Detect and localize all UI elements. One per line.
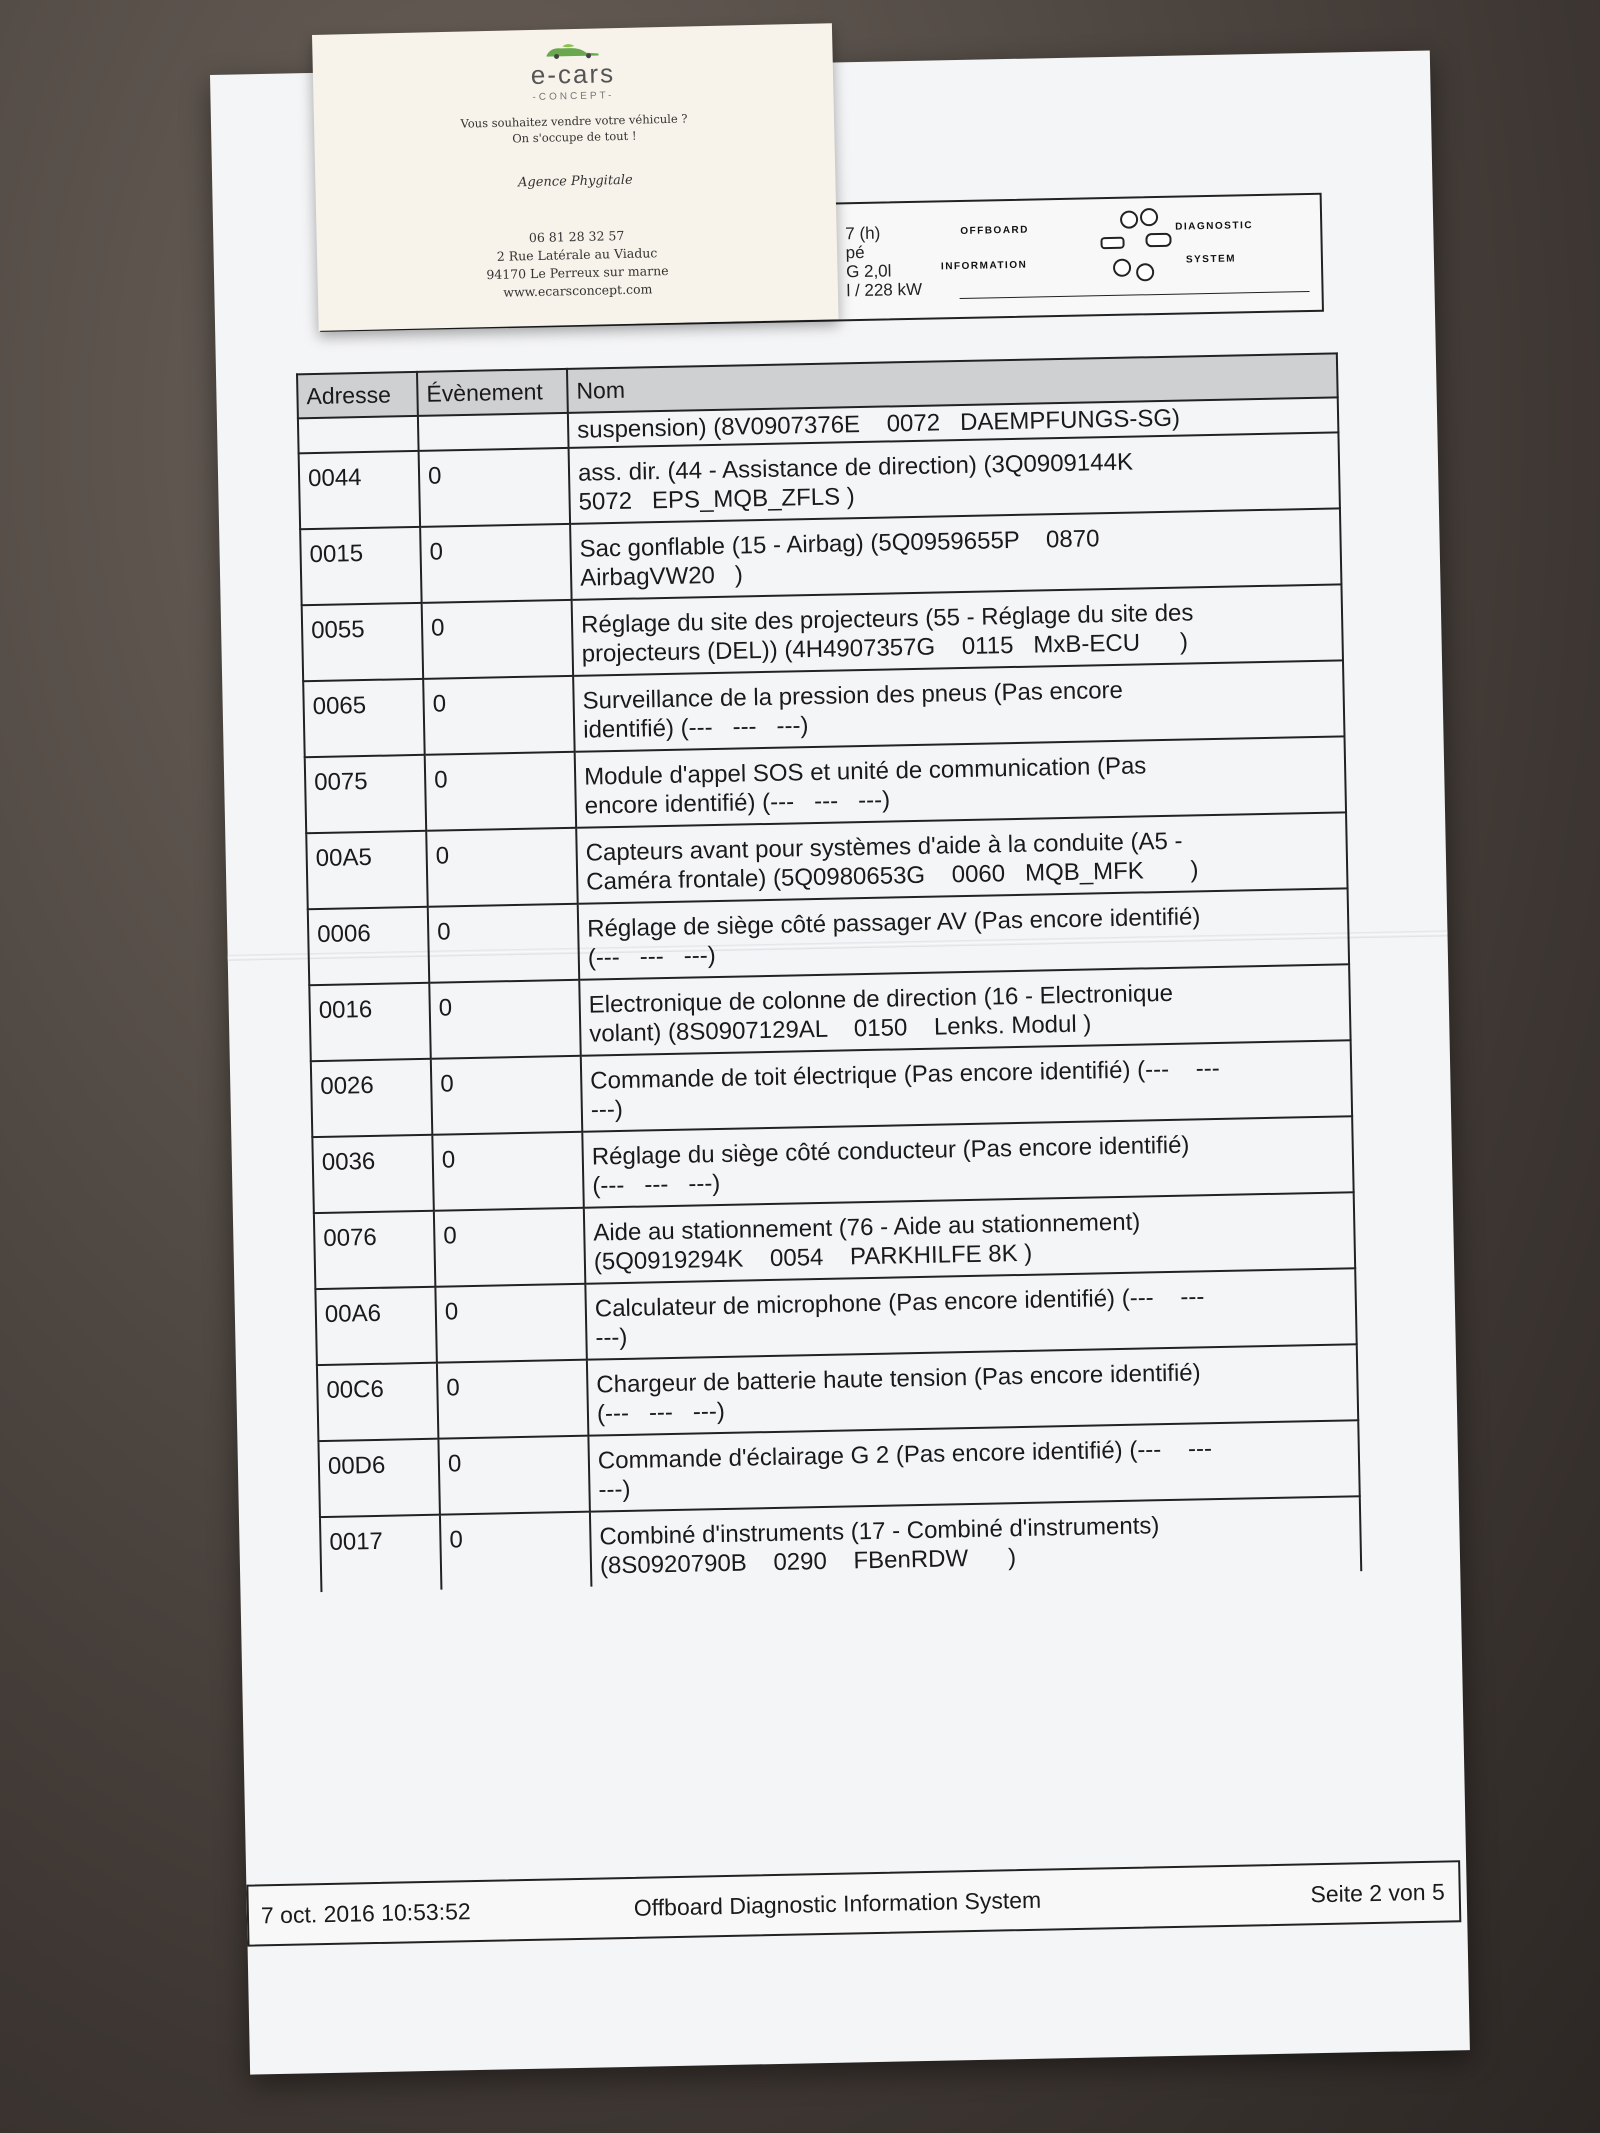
event-cell: 0 [420,524,571,603]
name-cell: Surveillance de la pression des pneus (Pas encore identifié) (--- --- ---) [573,660,1344,751]
event-cell: 0 [437,1360,588,1439]
address-cell: 0075 [305,755,427,833]
event-cell: 0 [435,1284,586,1363]
address-cell: 0015 [300,527,422,605]
odis-word: DIAGNOSTIC [1175,220,1254,233]
name-cell: Réglage du site des projecteurs (55 - Réglage du site des projecteurs (DEL)) (4H4907357G 0115 MxB-ECU ) [572,584,1343,675]
odis-word: OFFBOARD [960,224,1030,237]
address-cell: 00C6 [317,1363,439,1441]
address-cell: 00A5 [306,831,428,909]
footer-system-name: Offboard Diagnostic Information System [633,1886,1042,1921]
vehicle-info [845,223,922,301]
name-cell: Electronique de colonne de direction (16 - Electronique volant) (8S0907129AL 0150 Lenks. Modul ) [579,964,1350,1055]
event-cell: 0 [425,752,576,831]
column-header-event: Évènement [417,369,568,416]
event-cell: 0 [419,448,570,527]
column-header-address: Adresse [297,372,418,418]
name-cell: Chargeur de batterie haute tension (Pas encore identifié) (--- --- ---) [587,1344,1358,1435]
event-cell: 0 [422,600,573,679]
diagnostic-report-page [210,51,1470,2075]
address-cell: 0055 [302,603,424,681]
event-cell: 0 [423,676,574,755]
business-card [312,23,839,331]
name-cell: Commande d'éclairage G 2 (Pas encore identifié) (--- --- ---) [588,1420,1359,1511]
vehicle-info-line: pé [845,242,865,263]
card-phone: 06 81 28 32 57 [528,227,625,246]
report-footer [246,1860,1461,1946]
card-tagline: Vous souhaitez vendre votre véhicule ? [460,111,688,131]
card-address: 94170 Le Perreux sur marne [486,262,669,283]
address-cell: 0016 [309,983,431,1061]
address-cell: 0017 [320,1515,441,1592]
name-cell: Commande de toit électrique (Pas encore identifié) (--- --- ---) [581,1040,1352,1131]
name-cell: ass. dir. (44 - Assistance de direction) (3Q0909144K 5072 EPS_MQB_ZFLS ) [569,432,1340,523]
car-leaf-icon [540,42,604,59]
event-cell: 0 [440,1512,591,1590]
event-cell [418,413,569,451]
footer-timestamp: 7 oct. 2016 10:53:52 [260,1898,471,1929]
vehicle-info-line: 7 (h) [845,223,881,244]
event-cell: 0 [428,904,579,983]
vehicle-info-line: l / 228 kW [846,279,923,301]
name-cell: Réglage de siège côté passager AV (Pas encore identifié) (--- --- ---) [578,888,1349,979]
address-cell: 00A6 [315,1287,437,1365]
diagnostic-table [296,352,1362,1592]
address-cell: 0065 [303,679,425,757]
vehicle-info-line: G 2,0l [845,261,892,282]
odis-word: SYSTEM [1185,253,1237,266]
event-cell: 0 [438,1436,589,1515]
address-cell [298,416,419,453]
name-cell: Capteurs avant pour systèmes d'aide à la conduite (A5 - Caméra frontale) (5Q0980653G 0060 MQB_MFK ) [576,812,1347,903]
name-cell: Réglage du siège côté conducteur (Pas encore identifié) (--- --- ---) [582,1116,1353,1207]
address-cell: 0076 [314,1211,436,1289]
event-cell: 0 [432,1132,583,1211]
card-brand: e-cars [530,58,616,91]
card-agency: Agence Phygitale [517,172,633,191]
name-cell: Sac gonflable (15 - Airbag) (5Q0959655P 0870 AirbagVW20 ) [570,508,1341,599]
address-cell: 0006 [308,907,430,985]
footer-page-number: Seite 2 von 5 [1310,1878,1445,1908]
column-header-name: Nom [567,353,1338,412]
event-cell: 0 [431,1056,582,1135]
card-address: 2 Rue Latérale au Viaduc [496,245,658,264]
odis-word: INFORMATION [940,259,1028,273]
card-brand-sub: -CONCEPT- [532,90,615,104]
name-cell: Calculateur de microphone (Pas encore identifié) (--- --- ---) [585,1268,1356,1359]
event-cell: 0 [426,828,577,907]
address-cell: 0044 [299,451,421,529]
brand-logos-icon [1090,208,1172,290]
name-cell: Combiné d'instruments (17 - Combiné d'instruments) (8S0920790B 0290 FBenRDW ) [590,1496,1361,1586]
address-cell: 0026 [311,1059,433,1137]
address-cell: 00D6 [318,1439,440,1517]
event-cell: 0 [434,1208,585,1287]
name-cell: Aide au stationnement (76 - Aide au stationnement) (5Q0919294K 0054 PARKHILFE 8K ) [584,1192,1355,1283]
card-website: www.ecarsconcept.com [503,281,653,300]
name-cell: suspension) (8V0907376E 0072 DAEMPFUNGS-SG) [568,397,1339,447]
card-tagline: On s'occupe de tout ! [512,128,637,146]
name-cell: Module d'appel SOS et unité de communication (Pas encore identifié) (--- --- ---) [575,736,1346,827]
event-cell: 0 [429,980,580,1059]
address-cell: 0036 [312,1135,434,1213]
